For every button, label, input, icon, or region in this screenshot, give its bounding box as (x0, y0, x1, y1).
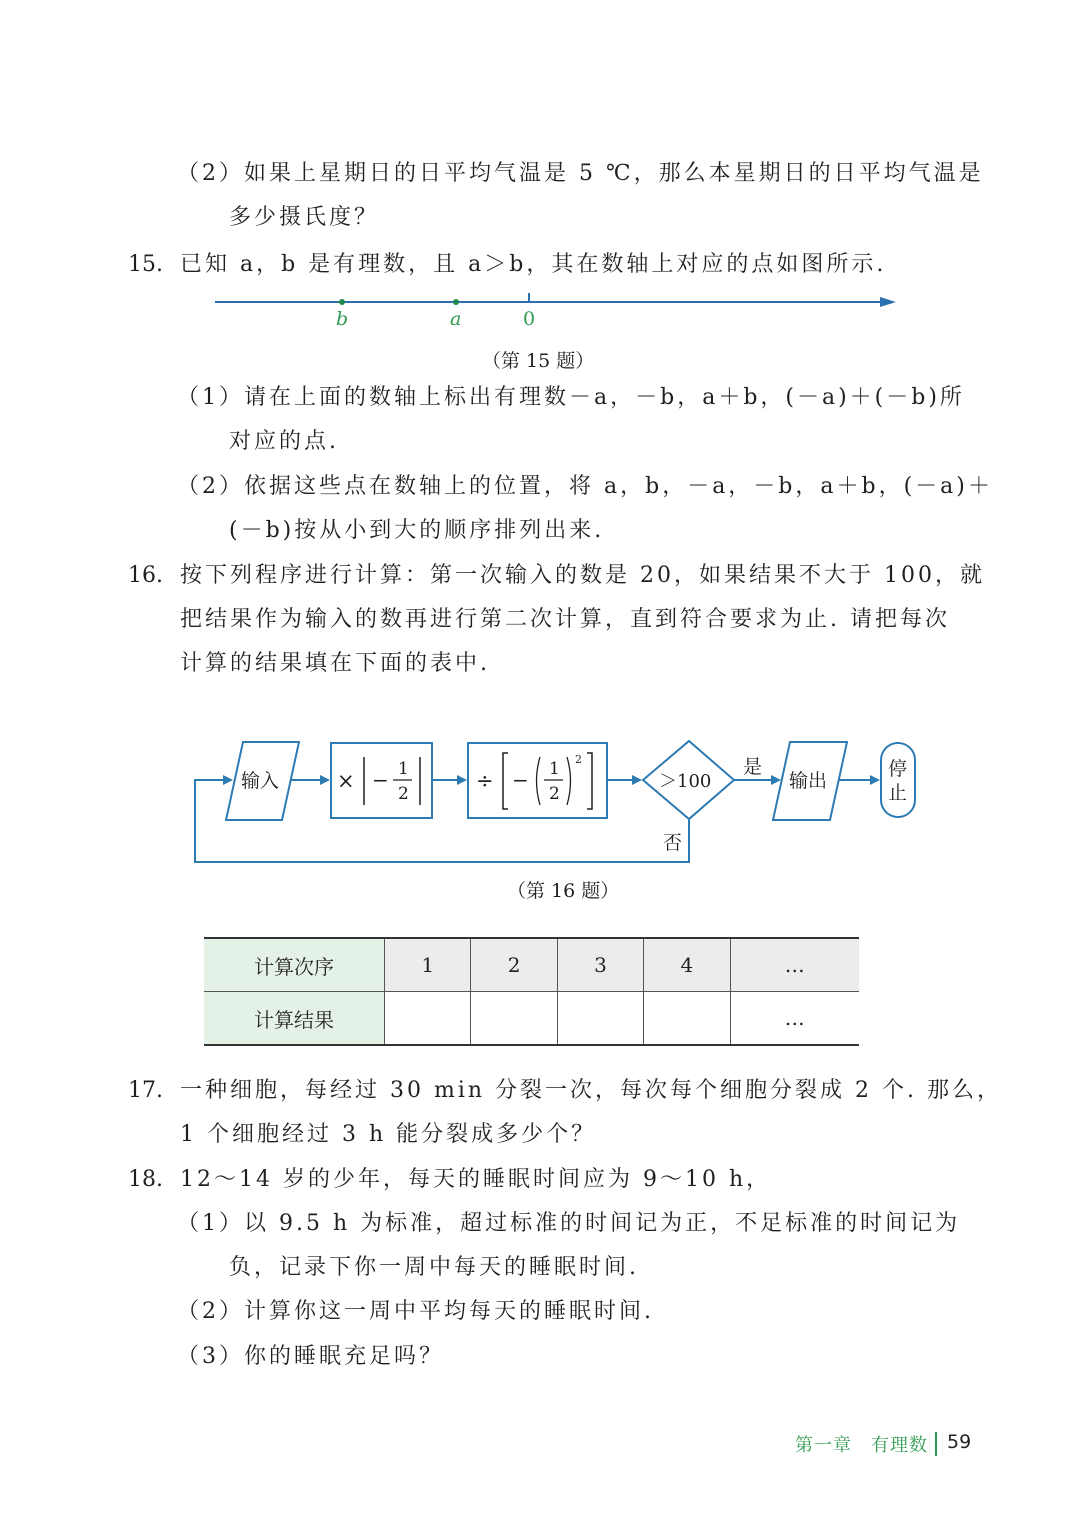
output-label: 输出 (789, 770, 828, 792)
number-line (0, 285, 1080, 335)
result-cell[interactable] (385, 992, 471, 1046)
q15-part2-line2: (－b)按从小到大的顺序排列出来. (229, 518, 605, 543)
q16-line2: 把结果作为输入的数再进行第二次计算，直到符合要求为止. 请把每次 (180, 607, 950, 632)
q18-number: 18. (128, 1167, 163, 1192)
q15-part1-line1: （1）请在上面的数轴上标出有理数－a，－b，a＋b，(－a)＋(－b)所 (177, 385, 965, 410)
stop-label-1: 停 (888, 758, 908, 780)
q18-line1: 12～14 岁的少年，每天的睡眠时间应为 9～10 h， (180, 1167, 772, 1192)
q15-part1-line2: 对应的点. (229, 429, 339, 454)
times-sign: × (337, 769, 355, 793)
flowchart (0, 725, 1080, 870)
footer-chapter: 第一章 有理数 (795, 1435, 928, 1456)
divide-sign: ÷ (476, 769, 494, 793)
q14-part2-line1: （2）如果上星期日的日平均气温是 5 ℃，那么本星期日的日平均气温是 (177, 161, 984, 186)
q17-line2: 1 个细胞经过 3 h 能分裂成多少个？ (180, 1122, 597, 1147)
q17-number: 17. (128, 1078, 163, 1103)
q16-line1: 按下列程序进行计算：第一次输入的数是 20，如果结果不大于 100，就 (180, 563, 985, 588)
q18-part2: （2）计算你这一周中平均每天的睡眠时间. (177, 1299, 654, 1324)
stop-box (881, 743, 915, 817)
q18-part3: （3）你的睡眠充足吗？ (177, 1344, 444, 1369)
result-cell: … (730, 992, 859, 1046)
result-cell[interactable] (557, 992, 643, 1046)
q18-part1-line1: （1）以 9.5 h 为标准，超过标准的时间记为正，不足标准的时间记为 (177, 1211, 961, 1236)
condition-label: ＞100 (659, 771, 712, 792)
q16-caption: （第 16 题） (507, 880, 620, 902)
q17-line1: 一种细胞，每经过 30 min 分裂一次，每次每个细胞分裂成 2 个. 那么， (180, 1078, 1003, 1103)
exponent: 2 (575, 753, 582, 766)
axis-label-a: a (450, 308, 462, 330)
minus-sign-1: − (372, 768, 389, 792)
minus-sign-2: − (512, 768, 529, 792)
page-number: 59 (947, 1431, 972, 1453)
table-row (204, 938, 859, 992)
fraction-2-den: 2 (549, 784, 560, 804)
fraction-1-den: 2 (398, 784, 409, 804)
axis-label-b: b (336, 308, 349, 330)
q15-caption: （第 15 题） (482, 350, 595, 372)
no-label: 否 (663, 832, 683, 854)
order-cell: 3 (557, 938, 643, 992)
point-a (453, 299, 459, 305)
order-cell: 4 (644, 938, 730, 992)
stop-label-2: 止 (888, 782, 908, 804)
fraction-1-num: 1 (398, 759, 409, 779)
q14-part2-line2: 多少摄氏度？ (229, 205, 380, 230)
order-cell: 2 (471, 938, 557, 992)
calculation-table (204, 937, 859, 1046)
table-row (204, 992, 859, 1046)
input-label: 输入 (241, 770, 280, 792)
q16-number: 16. (128, 563, 163, 588)
result-cell[interactable] (644, 992, 730, 1046)
result-cell[interactable] (471, 992, 557, 1046)
axis-label-zero: 0 (523, 308, 536, 330)
point-b (339, 299, 345, 305)
yes-label: 是 (743, 756, 763, 778)
q18-part1-line2: 负，记录下你一周中每天的睡眠时间. (229, 1255, 639, 1280)
q15-stem: 已知 a，b 是有理数，且 a＞b，其在数轴上对应的点如图所示. (180, 252, 887, 277)
row-header-order: 计算次序 (204, 938, 385, 992)
q15-number: 15. (128, 252, 163, 277)
row-header-result: 计算结果 (204, 992, 385, 1046)
order-cell: … (730, 938, 859, 992)
footer-divider (935, 1432, 937, 1456)
q15-part2-line1: （2）依据这些点在数轴上的位置，将 a，b，－a，－b，a＋b，(－a)＋ (177, 474, 993, 499)
fraction-2-num: 1 (549, 759, 560, 779)
q16-line3: 计算的结果填在下面的表中. (180, 651, 490, 676)
order-cell: 1 (385, 938, 471, 992)
